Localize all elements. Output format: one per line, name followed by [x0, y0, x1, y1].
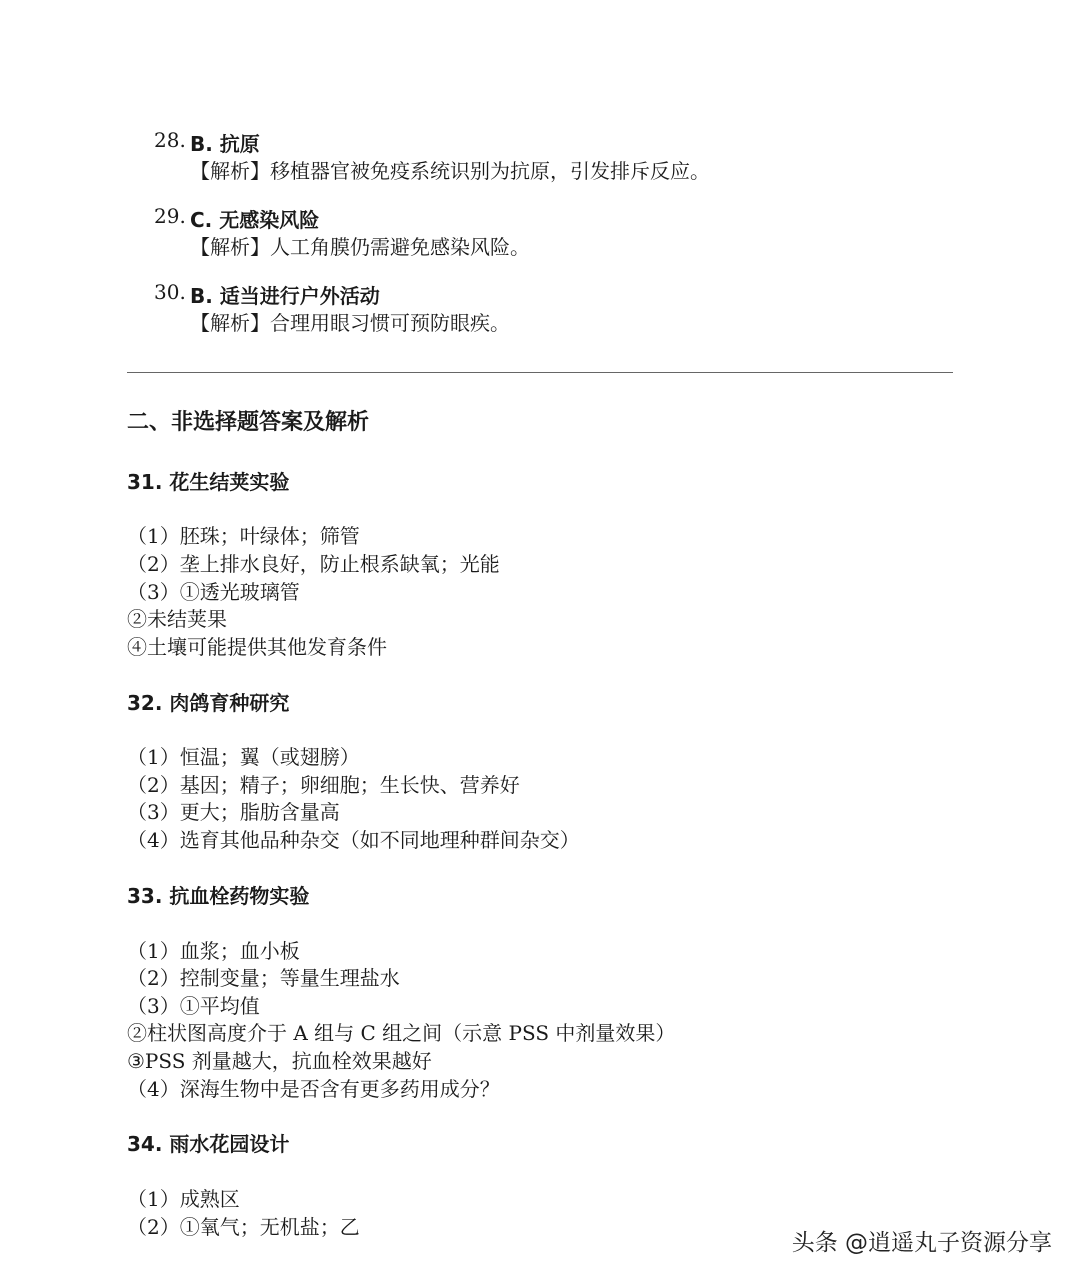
- answer-line: ②柱状图高度介于 A 组与 C 组之间（示意 PSS 中剂量效果）: [127, 1021, 676, 1045]
- question-title: 31. 花生结荚实验: [127, 470, 290, 494]
- answer-line: （1）血浆；血小板: [127, 939, 300, 963]
- answer-line: （2）垄上排水良好，防止根系缺氧；光能: [127, 552, 500, 576]
- answer-choice: B. 适当进行户外活动: [190, 284, 380, 308]
- answer-line: ②未结荚果: [127, 607, 227, 631]
- answer-line: （2）基因；精子；卵细胞；生长快、营养好: [127, 773, 520, 797]
- answer-line: （2）①氧气；无机盐；乙: [127, 1215, 360, 1239]
- answer-line: （3）①平均值: [127, 994, 260, 1018]
- question-title: 33. 抗血栓药物实验: [127, 884, 310, 908]
- answer-choice: B. 抗原: [190, 132, 260, 156]
- answer-line: ③PSS 剂量越大，抗血栓效果越好: [127, 1049, 432, 1073]
- answer-line: （2）控制变量；等量生理盐水: [127, 966, 400, 990]
- question-title: 32. 肉鸽育种研究: [127, 691, 290, 715]
- answer-line: （1）胚珠；叶绿体；筛管: [127, 524, 360, 548]
- answer-number: 28.: [154, 128, 186, 152]
- watermark: 头条 @逍遥丸子资源分享: [788, 1222, 1056, 1259]
- answer-number: 29.: [154, 204, 186, 228]
- answer-number: 30.: [154, 280, 186, 304]
- question-title: 34. 雨水花园设计: [127, 1132, 290, 1156]
- answer-explanation: 【解析】移植器官被免疫系统识别为抗原，引发排斥反应。: [190, 159, 710, 183]
- answer-choice: C. 无感染风险: [190, 208, 320, 232]
- answer-line: （1）成熟区: [127, 1187, 240, 1211]
- answer-explanation: 【解析】合理用眼习惯可预防眼疾。: [190, 311, 510, 335]
- section-title: 二、非选择题答案及解析: [127, 410, 370, 435]
- answer-explanation: 【解析】人工角膜仍需避免感染风险。: [190, 235, 530, 259]
- answer-line: （4）选育其他品种杂交（如不同地理种群间杂交）: [127, 828, 580, 852]
- answer-line: ④土壤可能提供其他发育条件: [127, 635, 387, 659]
- answer-line: （3）①透光玻璃管: [127, 580, 300, 604]
- section-divider: [127, 372, 953, 373]
- answer-line: （1）恒温；翼（或翅膀）: [127, 745, 360, 769]
- answer-line: （4）深海生物中是否含有更多药用成分？: [127, 1077, 500, 1101]
- answer-line: （3）更大；脂肪含量高: [127, 800, 340, 824]
